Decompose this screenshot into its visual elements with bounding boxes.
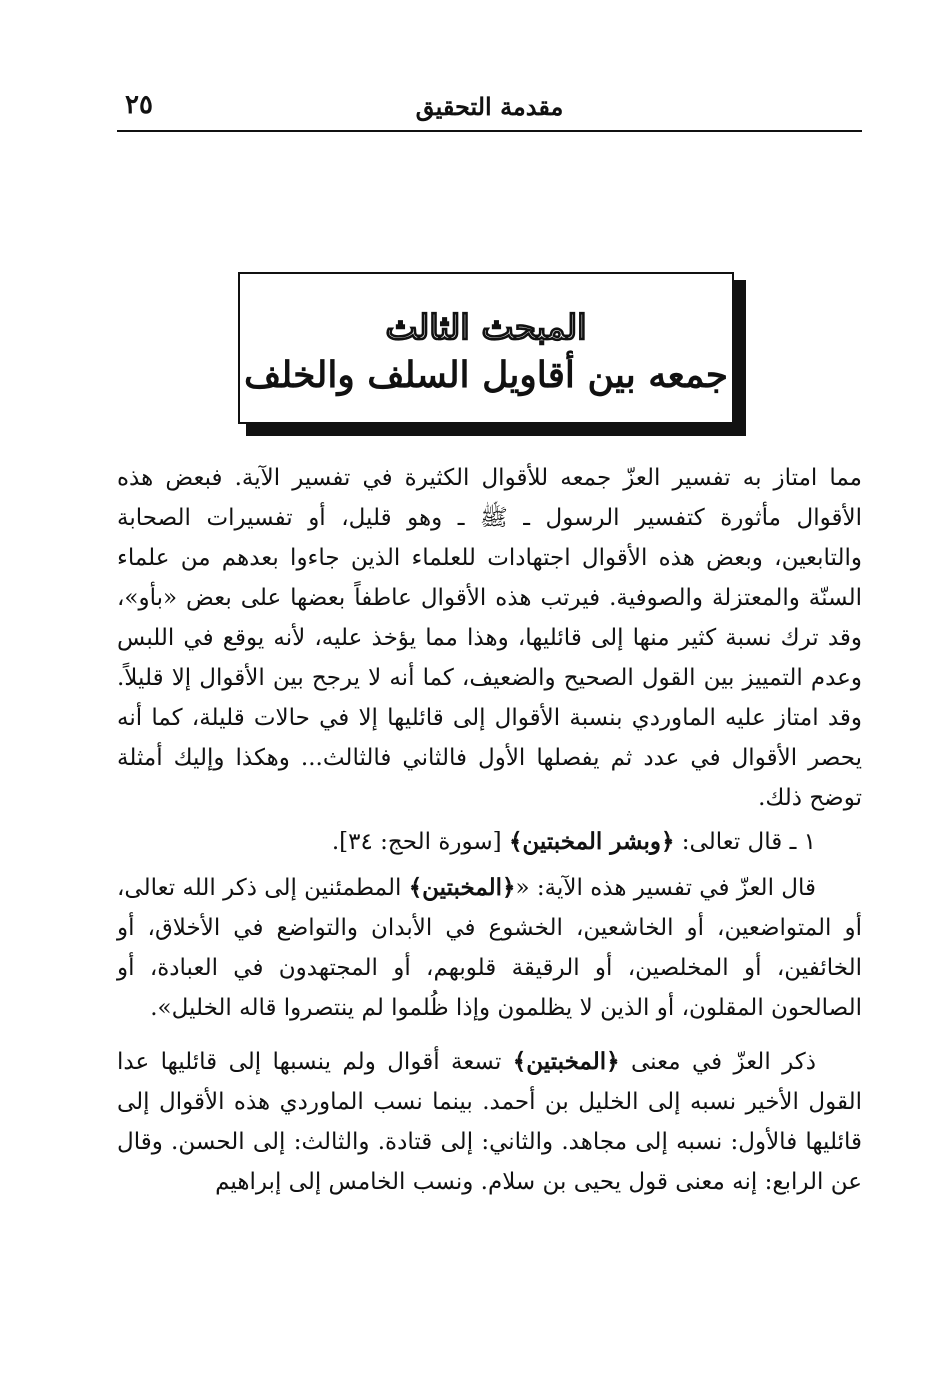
verse-prefix: ١ ـ قال تعالى: — [674, 829, 816, 855]
verse-text: ﴿وبشر المخبتين﴾ — [508, 828, 675, 855]
section-title-box — [238, 272, 734, 424]
section-title: جمعه بين أقاويل السلف والخلف — [243, 354, 729, 396]
quote-rest: المطمئنين إلى ذكر الله تعالى، أو المتواضعين، أو الخاشعين، الخشوع في الأبدان والتواضع في الأخلاق، أو الخائفين، أو المخلصين، أو الرقيقة قلوبهم، أو المجتهدون في العبادة، أو الصالحون المقلون، أو الذين لا يظلمون وإذا ظُلموا لم ينتصروا قاله الخليل». — [117, 875, 862, 1021]
running-header — [117, 86, 862, 132]
quote-term: ﴿المخبتين﴾ — [408, 874, 516, 901]
paragraph-analysis — [117, 1042, 862, 1202]
paragraph-quote — [117, 868, 862, 1028]
section-label: المبحث الثالث — [385, 308, 587, 348]
analysis-term: ﴿المخبتين﴾ — [512, 1048, 620, 1075]
analysis-prefix: ذكر العزّ في معنى — [619, 1049, 816, 1075]
paragraph-intro: مما امتاز به تفسير العزّ جمعه للأقوال الكثيرة في تفسير الآية. فبعض هذه الأقوال مأثورة كتفسير الرسول ـ ﷺ ـ وهو قليل، أو تفسيرات الصحابة والتابعين، وبعض هذه الأقوال اجتهادات للعلماء الذين جاءوا بعدهم من علماء السنّة والمعتزلة والصوفية. فيرتب هذه الأقوال عاطفاً بعضها على بعض «بأو»، وقد ترك نسبة كثير منها إلى قائليها، وهذا مما يؤخذ عليه، لأنه يوقع في اللبس وعدم التمييز بين القول الصحيح والضعيف، كما أنه لا يرجح بين الأقوال إلا قليلاً. وقد امتاز عليه الماوردي بنسبة الأقوال إلى قائليها إلا في حالات قليلة، كما أنه يحصر الأقوال في عدد ثم يفصلها الأول فالثاني فالثالث... وهكذا وإليك أمثلة توضح ذلك. — [117, 465, 862, 811]
analysis-rest: تسعة أقوال ولم ينسبها إلى قائليها عدا القول الأخير نسبه إلى الخليل بن أحمد. بينما نسب الماوردي هذه الأقوال إلى قائليها فالأول: نسبه إلى مجاهد. والثاني: إلى قتادة. والثالث: إلى الحسن. وقال عن الرابع: إنه معنى قول يحيى بن سلام. ونسب الخامس إلى إبراهيم — [117, 1049, 862, 1195]
verse-reference: [سورة الحج: ٣٤]. — [331, 829, 509, 855]
page-number: ٢٥ — [125, 90, 153, 120]
paragraph-verse — [117, 822, 862, 862]
running-title: مقدمة التحقيق — [415, 92, 564, 121]
quote-prefix: قال العزّ في تفسير هذه الآية: « — [515, 875, 816, 901]
body-text — [117, 458, 862, 1202]
